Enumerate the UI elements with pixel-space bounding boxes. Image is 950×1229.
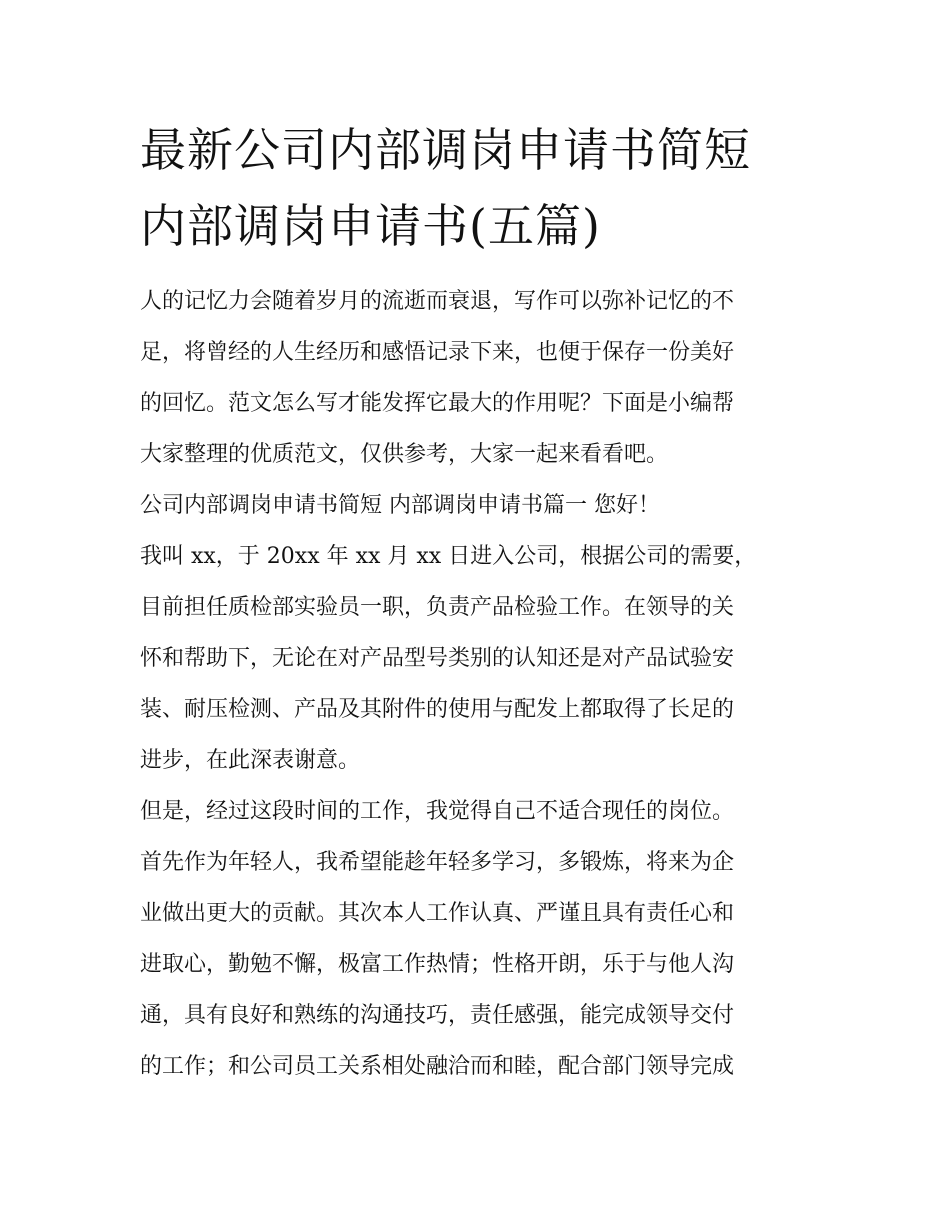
body-line-6: 我叫 xx，于 20xx 年 xx 月 xx 日进入公司，根据公司的需要， xyxy=(140,544,757,569)
body-line-2: 足，将曾经的人生经历和感悟记录下来，也便于保存一份美好 xyxy=(140,340,735,365)
body-line-13: 业做出更大的贡献。其次本人工作认真、严谨且具有责任心和 xyxy=(140,901,735,926)
body-line-9: 装、耐压检测、产品及其附件的使用与配发上都取得了长足的 xyxy=(140,697,735,722)
body-line-4: 大家整理的优质范文，仅供参考，大家一起来看看吧。 xyxy=(140,442,669,467)
body-line-14: 进取心，勤勉不懈，极富工作热情；性格开朗，乐于与他人沟 xyxy=(140,952,735,977)
title-line-1: 最新公司内部调岗申请书简短 xyxy=(140,123,751,177)
document-title xyxy=(140,112,812,264)
body-line-1: 人的记忆力会随着岁月的流逝而衰退，写作可以弥补记忆的不 xyxy=(140,289,735,314)
title-line-2: 内部调岗申请书(五篇) xyxy=(140,199,601,253)
body-line-11: 但是，经过这段时间的工作，我觉得自己不适合现任的岗位。 xyxy=(140,799,735,824)
document-body xyxy=(140,276,812,1092)
document-page xyxy=(140,112,812,1092)
body-line-8: 怀和帮助下，无论在对产品型号类别的认知还是对产品试验安 xyxy=(140,646,735,671)
body-line-10: 进步，在此深表谢意。 xyxy=(140,748,361,773)
body-line-3: 的回忆。范文怎么写才能发挥它最大的作用呢？下面是小编帮 xyxy=(140,391,735,416)
body-line-5: 公司内部调岗申请书简短 内部调岗申请书篇一 您好！ xyxy=(140,493,660,518)
body-line-7: 目前担任质检部实验员一职，负责产品检验工作。在领导的关 xyxy=(140,595,735,620)
body-line-15: 通，具有良好和熟练的沟通技巧，责任感强，能完成领导交付 xyxy=(140,1003,735,1028)
body-line-16: 的工作；和公司员工关系相处融洽而和睦，配合部门领导完成 xyxy=(140,1054,735,1079)
body-line-12: 首先作为年轻人，我希望能趁年轻多学习，多锻炼，将来为企 xyxy=(140,850,735,875)
